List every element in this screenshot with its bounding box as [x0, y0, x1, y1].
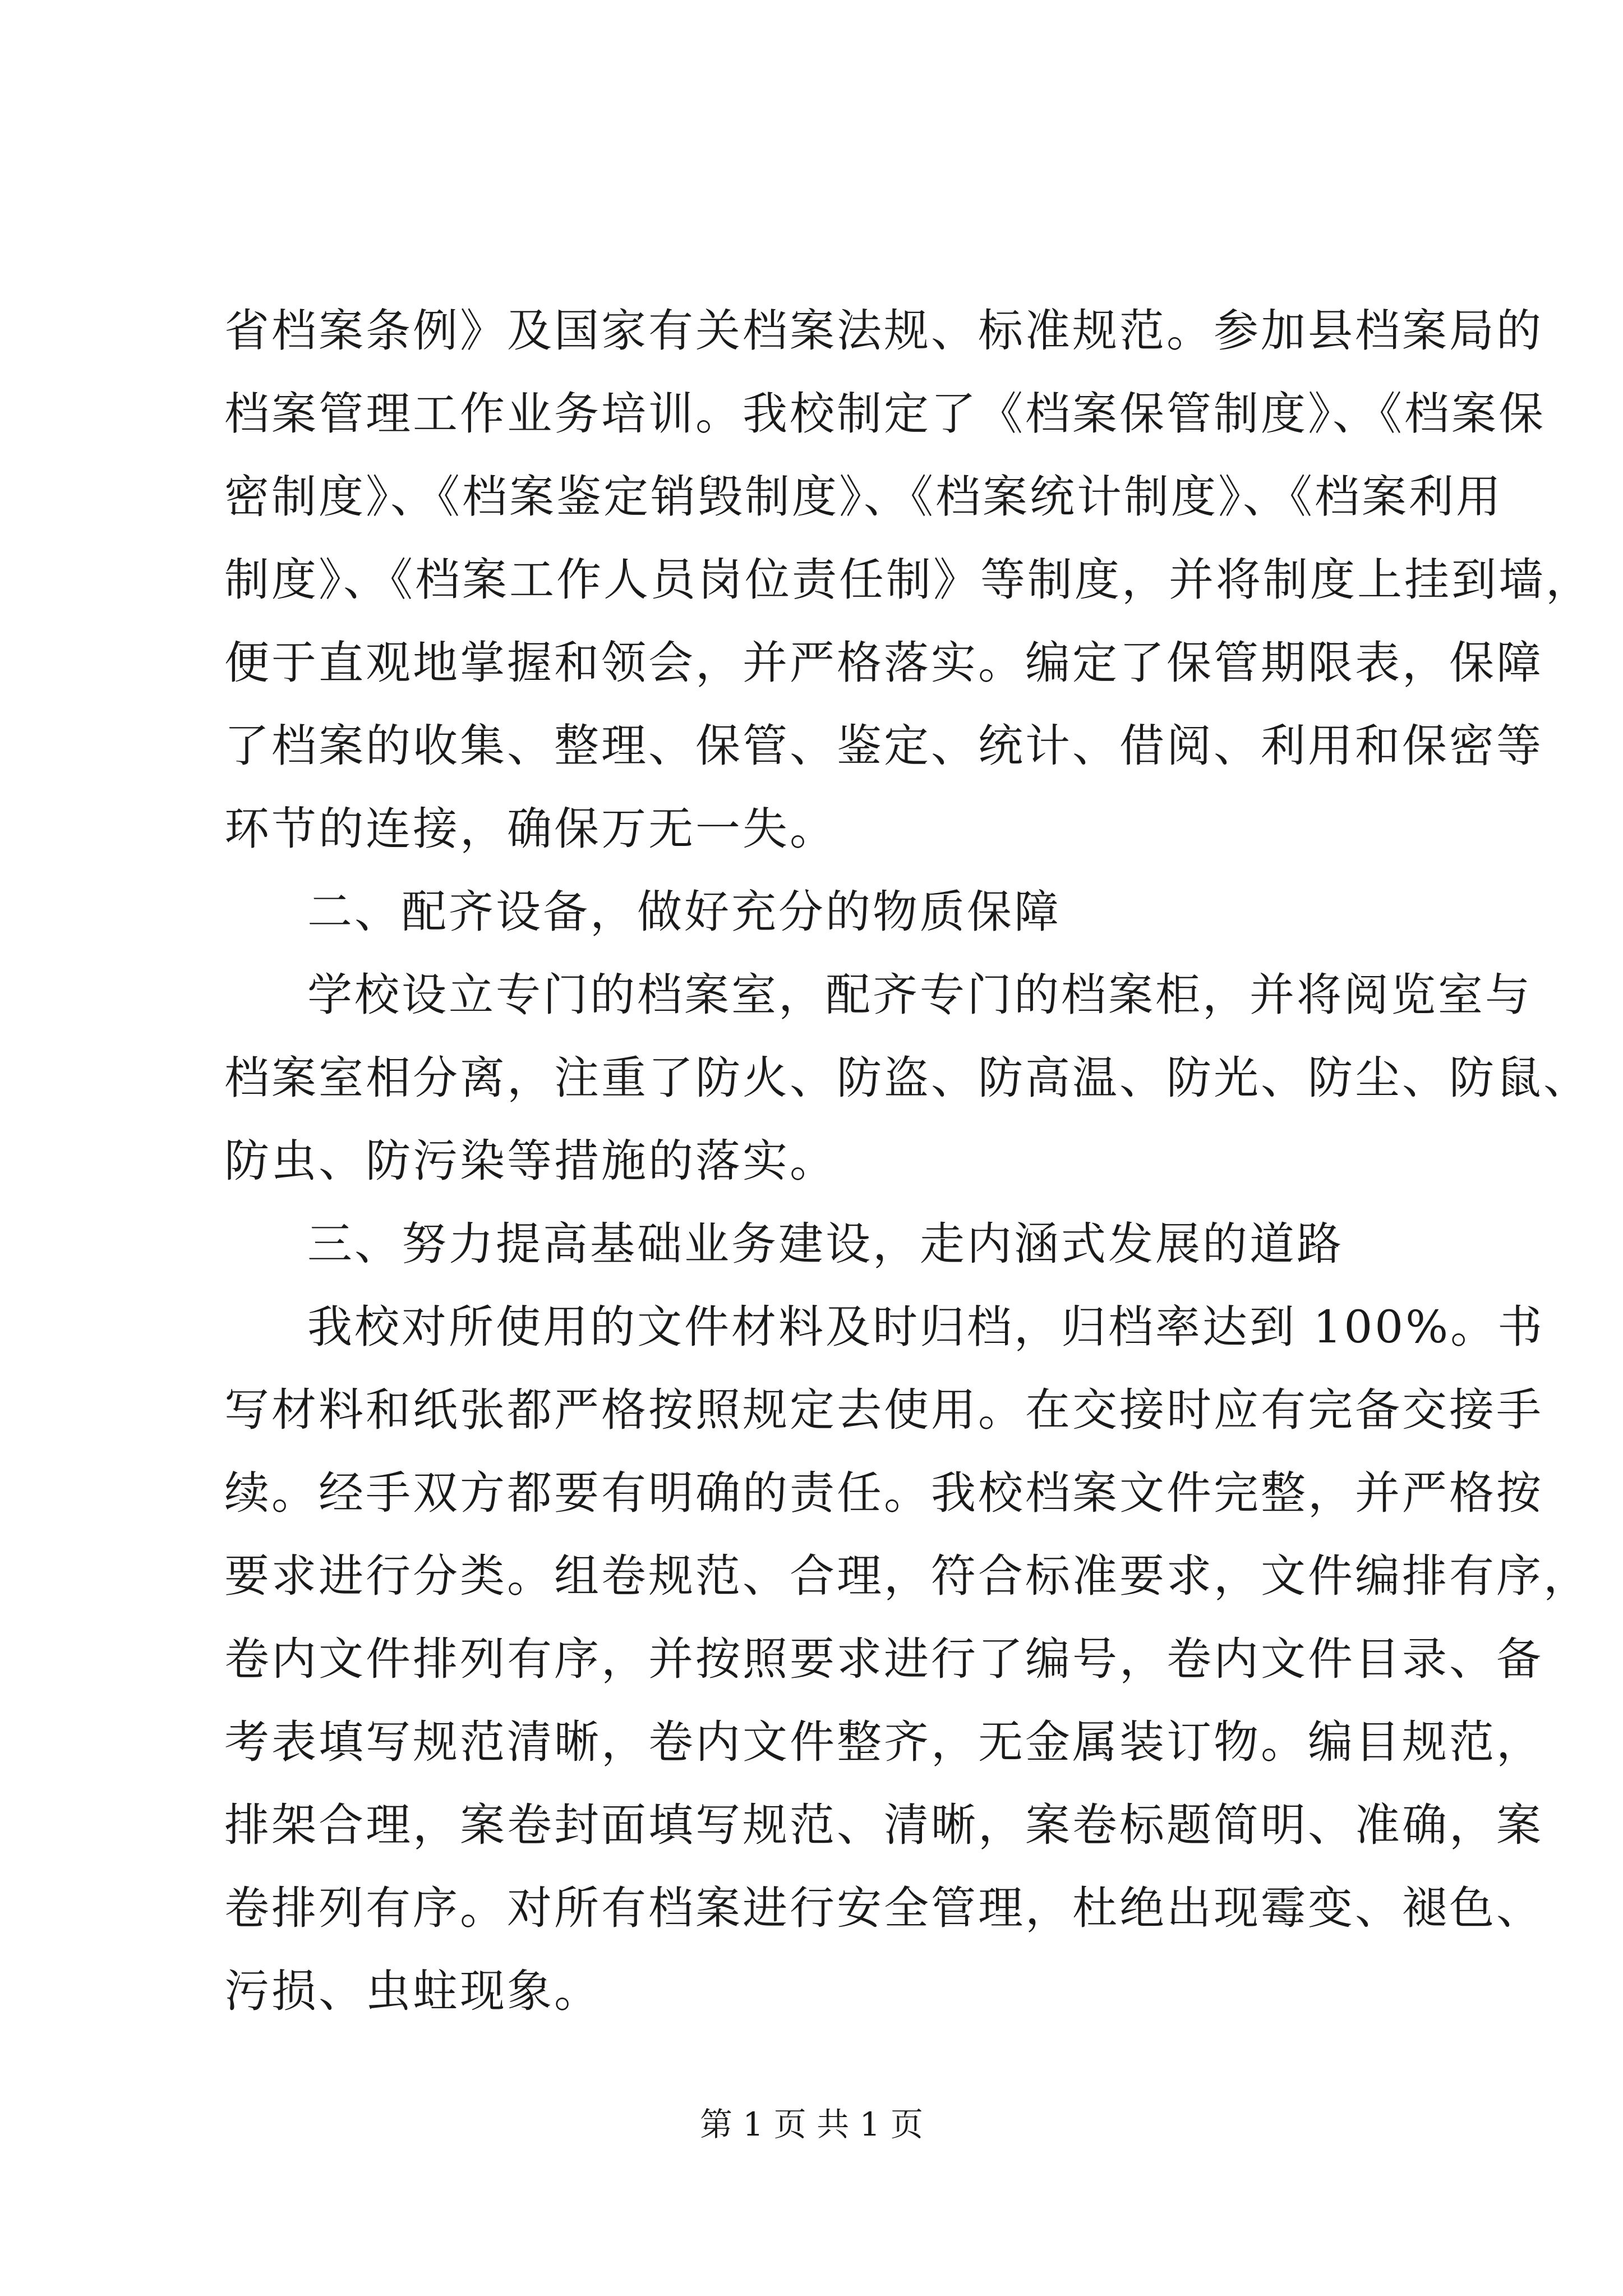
paragraph-line: 省档案条例》及国家有关档案法规、标准规范。参加县档案局的 [224, 305, 1543, 357]
paragraph-line: 档案管理工作业务培训。我校制定了《档案保管制度》、《档案保 [224, 388, 1546, 440]
paragraph-line: 考表填写规范清晰，卷内文件整齐，无金属装订物。编目规范， [224, 1716, 1543, 1768]
paragraph-line: 制度》、《档案工作人员岗位责任制》等制度，并将制度上挂到墙， [224, 554, 1593, 606]
paragraph-line: 我校对所使用的文件材料及时归档，归档率达到 100%。书 [307, 1301, 1545, 1353]
section-heading: 三、努力提高基础业务建设，走内涵式发展的道路 [307, 1218, 1344, 1270]
paragraph-line: 续。经手双方都要有明确的责任。我校档案文件完整，并严格按 [224, 1467, 1543, 1519]
paragraph-line: 排架合理，案卷封面填写规范、清晰，案卷标题简明、准确，案 [224, 1799, 1543, 1851]
paragraph-line: 卷内文件排列有序，并按照要求进行了编号，卷内文件目录、备 [224, 1633, 1543, 1685]
section-heading: 二、配齐设备，做好充分的物质保障 [307, 886, 1061, 938]
paragraph-line: 便于直观地掌握和领会，并严格落实。编定了保管期限表，保障 [224, 637, 1543, 689]
page-footer: 第 1 页 共 1 页 [700, 2105, 923, 2143]
paragraph-line: 环节的连接，确保万无一失。 [224, 803, 837, 855]
paragraph-line: 写材料和纸张都严格按照规定去使用。在交接时应有完备交接手 [224, 1384, 1543, 1436]
paragraph-line: 要求进行分类。组卷规范、合理，符合标准要求，文件编排有序， [224, 1550, 1590, 1602]
paragraph-line: 防虫、防污染等措施的落实。 [224, 1135, 837, 1187]
paragraph-line: 污损、虫蛀现象。 [224, 1965, 601, 2017]
paragraph-line: 卷排列有序。对所有档案进行安全管理，杜绝出现霉变、褪色、 [224, 1882, 1543, 1934]
paragraph-line: 密制度》、《档案鉴定销毁制度》、《档案统计制度》、《档案利用 [224, 471, 1503, 523]
paragraph-line: 学校设立专门的档案室，配齐专门的档案柜，并将阅览室与 [307, 969, 1532, 1021]
paragraph-line: 档案室相分离，注重了防火、防盗、防高温、防光、防尘、防鼠、 [224, 1052, 1590, 1104]
paragraph-line: 了档案的收集、整理、保管、鉴定、统计、借阅、利用和保密等 [224, 720, 1543, 772]
